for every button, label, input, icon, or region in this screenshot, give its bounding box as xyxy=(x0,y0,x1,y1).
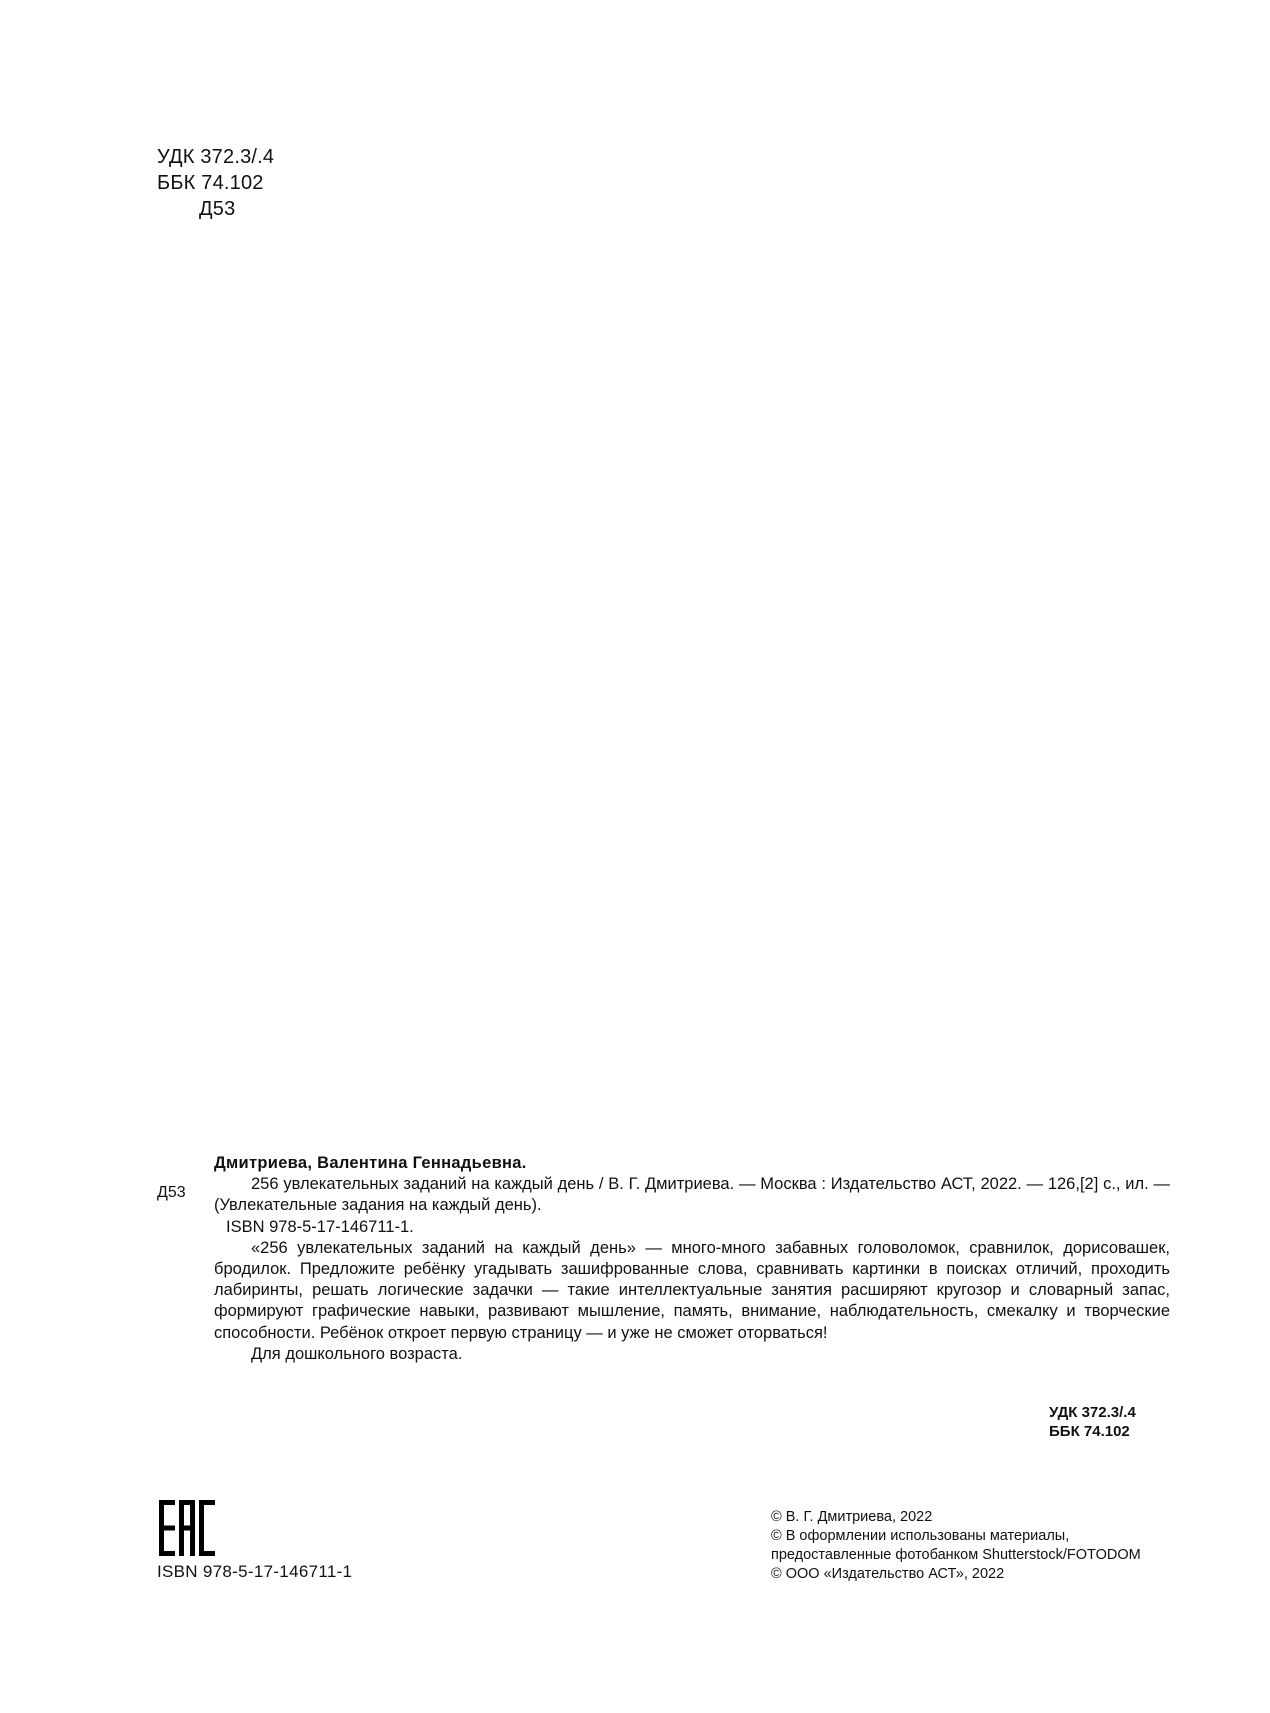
top-classification-codes xyxy=(157,144,274,222)
copyright-line: предоставленные фотобанком Shutterstock/FOTODOM xyxy=(771,1547,1141,1563)
record-annotation: «256 увлекательных заданий на каждый день» — много-много забавных головоломок, сравнилок, дорисовашек, бродилок. Предложите ребёнку угадывать зашифрованные слова, сравнивать картинки в поисках отличий, проходить лабиринты, решать логические задачки — такие интеллектуальные занятия расширяют кругозор и словарный запас, формируют графические навыки, развивают мышление, память, внимание, наблюдательность, смекалку и творческие способности. Ребёнок откроет первую страницу — и уже не сможет оторваться! xyxy=(214,1238,1170,1342)
isbn-bottom: ISBN 978-5-17-146711-1 xyxy=(157,1562,353,1581)
eac-conformity-icon xyxy=(157,1498,217,1558)
catalog-record xyxy=(214,1153,1170,1365)
right-udk-code: УДК 372.3/.4 xyxy=(1049,1404,1136,1421)
record-age: Для дошкольного возраста. xyxy=(251,1344,463,1363)
copyright-line: © В. Г. Дмитриева, 2022 xyxy=(771,1509,933,1525)
udk-code: УДК 372.3/.4 xyxy=(157,146,275,168)
copyright-block xyxy=(771,1508,1141,1584)
author-mark: Д53 xyxy=(199,198,236,220)
record-title: 256 увлекательных заданий на каждый день / В. Г. Дмитриева. — Москва : Издательство АСТ, 2022. — 126,[2] с., ил. — (Увлекательные задания на каждый день). xyxy=(214,1175,1170,1215)
copyright-line: © ООО «Издательство АСТ», 2022 xyxy=(771,1566,1005,1582)
copyright-line: © В оформлении использованы материалы, xyxy=(771,1528,1070,1544)
right-classification-codes xyxy=(1049,1403,1136,1441)
record-isbn: ISBN 978-5-17-146711-1. xyxy=(226,1217,414,1236)
right-bbk-code: ББК 74.102 xyxy=(1049,1423,1130,1440)
bbk-code: ББК 74.102 xyxy=(157,172,264,194)
record-author-mark: Д53 xyxy=(157,1184,186,1201)
record-author: Дмитриева, Валентина Геннадьевна. xyxy=(214,1154,527,1172)
